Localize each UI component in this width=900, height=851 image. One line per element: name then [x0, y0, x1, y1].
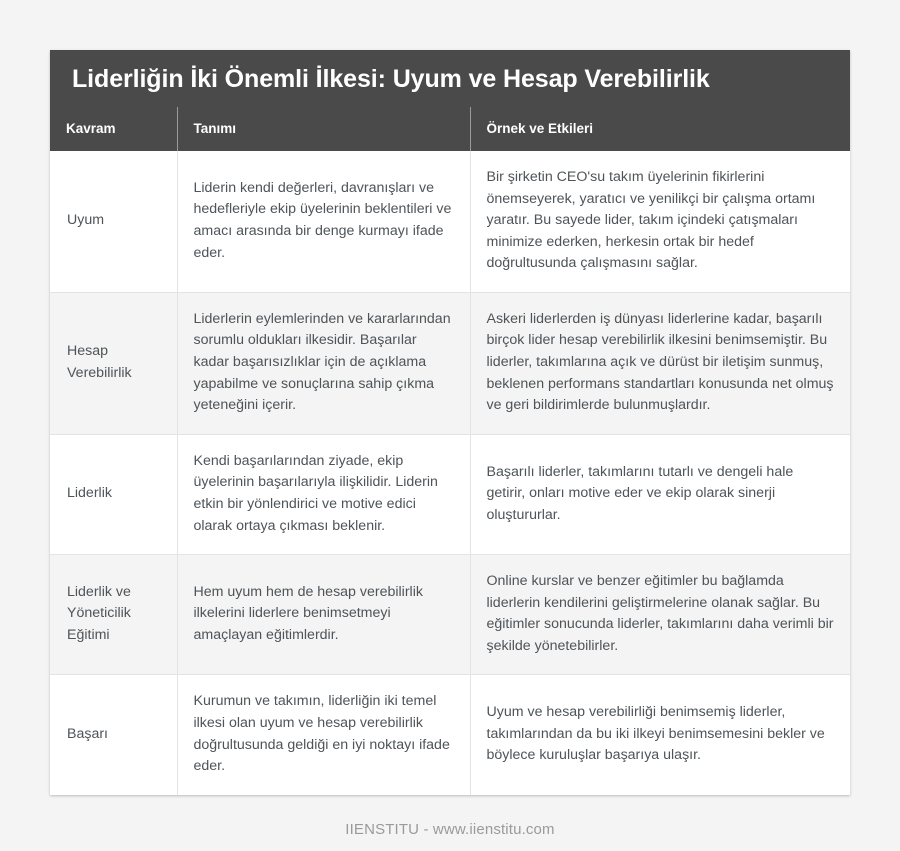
info-card — [50, 50, 850, 795]
cell-tanimi: Kurumun ve takımın, liderliğin iki temel ilkesi olan uyum ve hesap verebilirlik doğrultusunda geldiği en iyi noktayı ifade eder. — [177, 675, 470, 795]
table-row — [50, 675, 850, 795]
column-header-kavram: Kavram — [50, 107, 177, 151]
cell-ornek: Uyum ve hesap verebilirliği benimsemiş liderler, takımlarından da bu iki ilkeyi benimsemesini bekler ve böylece kuruluşlar başarıya ulaşır. — [486, 704, 825, 764]
table-header — [50, 107, 850, 151]
cell-kavram: Liderlik ve Yöneticilik Eğitimi — [50, 555, 177, 675]
table-header-row — [50, 107, 850, 151]
cell-ornek: Online kurslar ve benzer eğitimler bu bağlamda liderlerin kendilerini geliştirmelerine olanak sağlar. Bu eğitimler sonucunda liderler, takımlarını daha verimli bir şekilde yönetebilirler. — [470, 555, 850, 675]
cell-tanimi: Kendi başarılarından ziyade, ekip üyelerinin başarılarıyla ilişkilidir. Liderin etkin bir yönlendirici ve motive edici olarak ortaya çıkması beklenir. — [177, 434, 470, 554]
table-body — [50, 151, 850, 795]
column-header-tanimi: Tanımı — [177, 107, 470, 151]
concepts-table — [50, 107, 850, 795]
table-row — [50, 555, 850, 675]
cell-ornek: Başarılı liderler, takımlarını tutarlı ve dengeli hale getirir, onları motive eder ve ekip olarak sinerji oluştururlar. — [470, 434, 850, 554]
cell-ornek: Bir şirketin CEO'su takım üyelerinin fikirlerini önemseyerek, yaratıcı ve yenilikçi bir çalışma ortamı yaratır. Bu sayede lider, takım içindeki çatışmaları minimize ederken, herkesin ortak bir hedef doğrultusunda çalışmasını sağlar. — [470, 151, 850, 292]
table-row — [50, 292, 850, 434]
column-header-ornek: Örnek ve Etkileri — [470, 107, 850, 151]
cell-kavram: Uyum — [50, 151, 177, 292]
page-title: Liderliğin İki Önemli İlkesi: Uyum ve Hesap Verebilirlik — [72, 64, 710, 93]
table-row — [50, 151, 850, 292]
cell-tanimi: Liderlerin eylemlerinden ve kararlarından sorumlu oldukları ilkesidir. Başarılar kadar başarısızlıklar için de açıklama yapabilme ve sonuçlarına sahip çıkma yeteneğini içerir. — [177, 292, 470, 434]
cell-tanimi: Liderin kendi değerleri, davranışları ve hedefleriyle ekip üyelerinin beklentileri ve amacı arasında bir denge kurmayı ifade eder. — [177, 151, 470, 292]
table-row — [50, 434, 850, 554]
cell-tanimi: Hem uyum hem de hesap verebilirlik ilkelerini liderlere benimsetmeyi amaçlayan eğitimlerdir. — [177, 555, 470, 675]
cell-kavram: Başarı — [50, 675, 177, 795]
cell-kavram: Liderlik — [50, 434, 177, 554]
cell-ornek: Askeri liderlerden iş dünyası liderlerine kadar, başarılı birçok lider hesap verebilirlik ilkesini benimsemiştir. Bu liderler, takımlarına açık ve dürüst bir iletişim sunmuş, beklenen performans standartları konusunda net olmuş ve geri bildirimlerde bulunmuşlardır. — [470, 292, 850, 434]
title-banner — [50, 50, 850, 107]
cell-kavram: Hesap Verebilirlik — [50, 292, 177, 434]
footer-attribution: IIENSTITU - www.iienstitu.com — [345, 820, 555, 838]
